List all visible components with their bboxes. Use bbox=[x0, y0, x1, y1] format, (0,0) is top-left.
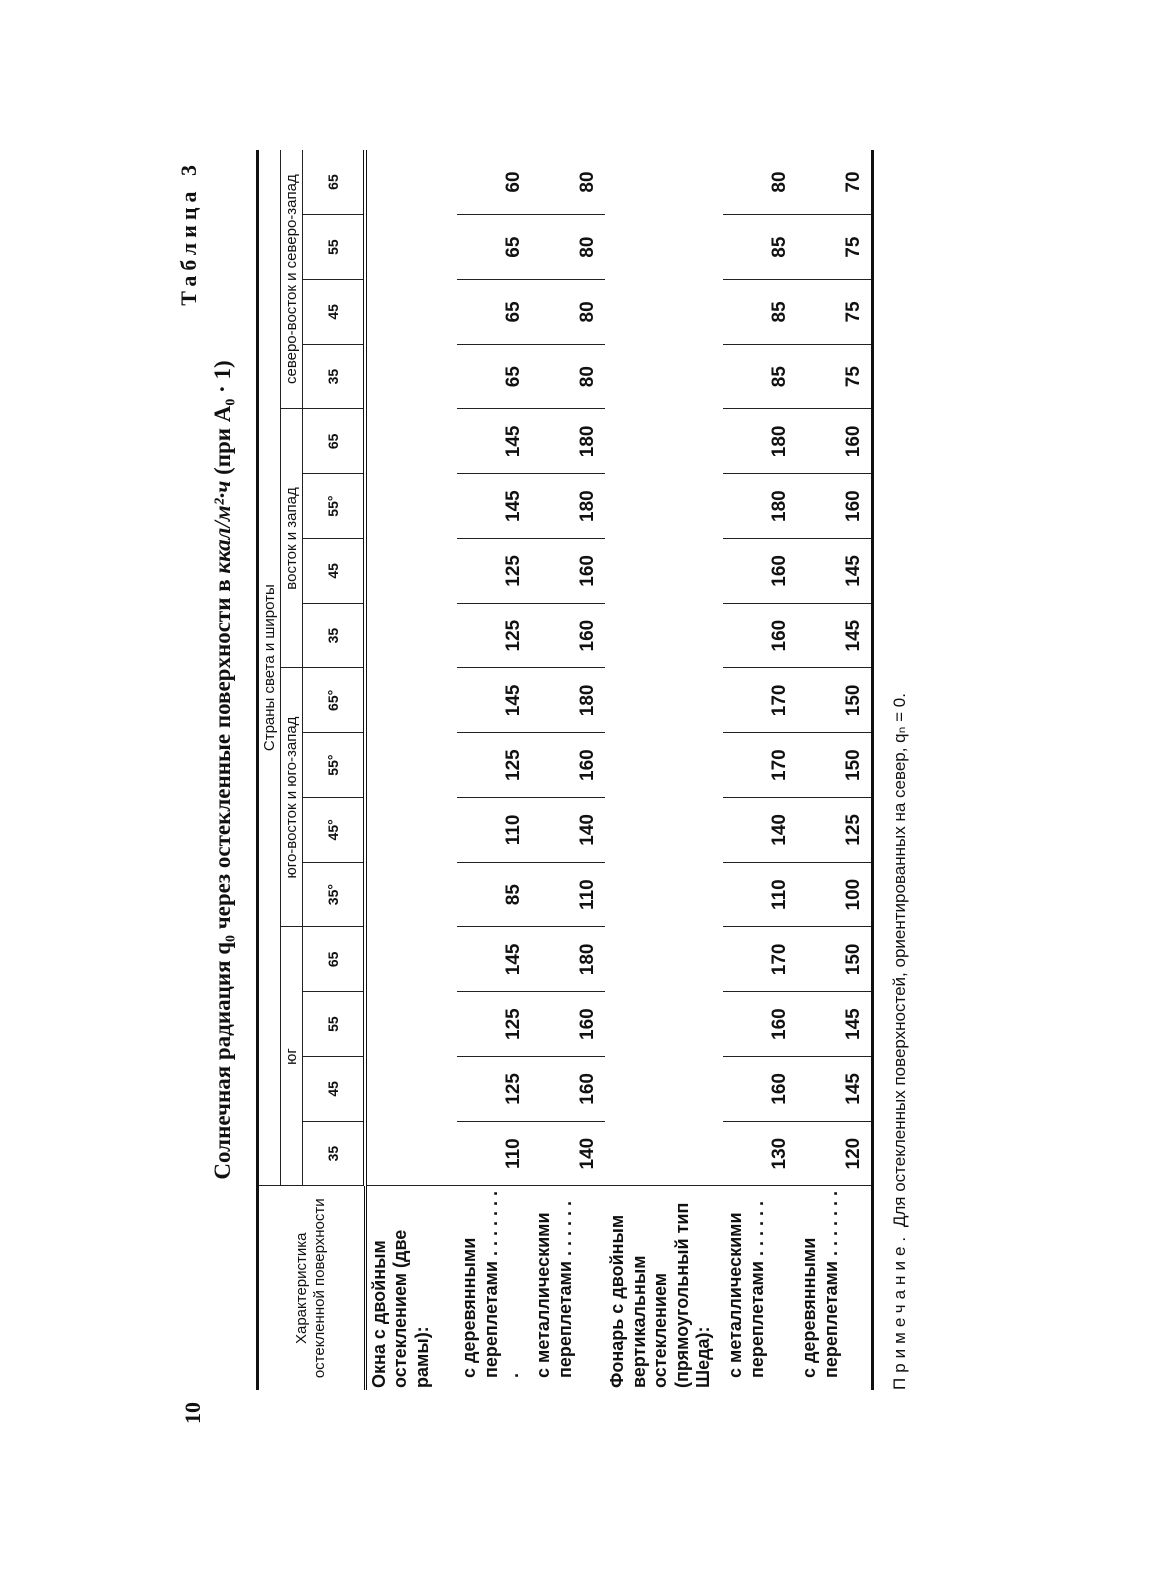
latitude-header: 55 bbox=[303, 992, 366, 1057]
table-label: Таблица 3 bbox=[176, 160, 201, 306]
row-label: с металлическими переплетами . . . . . . bbox=[533, 1201, 575, 1378]
value-cell: 180 bbox=[723, 409, 797, 474]
value-cell: 75 bbox=[797, 215, 873, 280]
table-title bbox=[210, 140, 236, 1400]
title-text: Солнечная радиация q₀ через остекленные поверхности в bbox=[210, 579, 235, 1180]
value-cell: 160 bbox=[723, 539, 797, 604]
value-cell: 160 bbox=[531, 992, 605, 1057]
page-number: 10 bbox=[180, 1402, 205, 1424]
note-text: Для остекленных поверхностей, ориентированных на север, qₙ = 0. bbox=[890, 693, 909, 1228]
row-label: с металлическими переплетами . . . . . . bbox=[725, 1201, 767, 1378]
value-cell: 60 bbox=[457, 150, 531, 215]
value-cell: 120 bbox=[797, 1121, 873, 1186]
rotated-page-content bbox=[170, 140, 970, 1400]
latitude-header: 45° bbox=[303, 798, 366, 863]
value-cell: 125 bbox=[457, 992, 531, 1057]
radiation-table bbox=[256, 150, 874, 1390]
value-cell: 75 bbox=[797, 280, 873, 345]
value-cell: 180 bbox=[723, 474, 797, 539]
latitude-header: 65 bbox=[303, 409, 366, 474]
value-cell: 130 bbox=[723, 1121, 797, 1186]
direction-header-northeast: северо-восток и северо-запад bbox=[281, 150, 303, 409]
direction-header-south: юг bbox=[281, 927, 303, 1186]
group-label: Фонарь с двойным вертикальным остеклением (прямоугольный тип Шеда): bbox=[607, 1202, 714, 1388]
value-cell: 110 bbox=[457, 1121, 531, 1186]
value-cell: 65 bbox=[457, 344, 531, 409]
value-cell: 80 bbox=[531, 280, 605, 345]
value-cell: 125 bbox=[457, 1057, 531, 1122]
value-cell: 125 bbox=[457, 539, 531, 604]
value-cell: 145 bbox=[797, 603, 873, 668]
value-cell: 180 bbox=[531, 927, 605, 992]
value-cell: 70 bbox=[797, 150, 873, 215]
value-cell: 150 bbox=[797, 927, 873, 992]
title-unit: ккал/м²·ч bbox=[210, 480, 235, 574]
value-cell: 65 bbox=[457, 215, 531, 280]
value-cell: 180 bbox=[531, 668, 605, 733]
direction-header-east: восток и запад bbox=[281, 409, 303, 668]
row-label: с деревянными переплетами . . . . . . . . bbox=[459, 1191, 523, 1378]
value-cell: 80 bbox=[531, 150, 605, 215]
value-cell: 145 bbox=[457, 927, 531, 992]
table-note bbox=[890, 693, 910, 1390]
value-cell: 170 bbox=[723, 668, 797, 733]
value-cell: 110 bbox=[531, 862, 605, 927]
value-cell: 160 bbox=[531, 603, 605, 668]
value-cell: 80 bbox=[531, 215, 605, 280]
group-spacer bbox=[365, 150, 457, 1186]
table-row bbox=[457, 150, 531, 1390]
table-row bbox=[531, 150, 605, 1390]
latitude-header: 35° bbox=[303, 862, 366, 927]
value-cell: 145 bbox=[797, 992, 873, 1057]
value-cell: 85 bbox=[723, 280, 797, 345]
value-cell: 125 bbox=[797, 798, 873, 863]
latitude-header: 35 bbox=[303, 603, 366, 668]
value-cell: 125 bbox=[457, 733, 531, 798]
value-cell: 160 bbox=[723, 992, 797, 1057]
latitude-header: 35 bbox=[303, 1121, 366, 1186]
value-cell: 145 bbox=[457, 409, 531, 474]
value-cell: 150 bbox=[797, 733, 873, 798]
value-cell: 160 bbox=[531, 733, 605, 798]
value-cell: 65 bbox=[457, 280, 531, 345]
value-cell: 140 bbox=[531, 1121, 605, 1186]
latitude-header: 65° bbox=[303, 668, 366, 733]
latitude-header: 65 bbox=[303, 927, 366, 992]
latitude-header: 45 bbox=[303, 1057, 366, 1122]
latitude-header: 55° bbox=[303, 733, 366, 798]
title-suffix: (при A₀ · 1) bbox=[210, 360, 235, 475]
latitude-header: 65 bbox=[303, 150, 366, 215]
value-cell: 160 bbox=[723, 603, 797, 668]
value-cell: 85 bbox=[723, 344, 797, 409]
value-cell: 160 bbox=[797, 474, 873, 539]
value-cell: 85 bbox=[723, 215, 797, 280]
direction-header-southeast: юго-восток и юго-запад bbox=[281, 668, 303, 927]
value-cell: 160 bbox=[797, 409, 873, 474]
value-cell: 170 bbox=[723, 733, 797, 798]
characteristic-header: Характеристика остекленной поверхности bbox=[258, 1186, 366, 1390]
latitude-header: 55° bbox=[303, 474, 366, 539]
value-cell: 80 bbox=[531, 344, 605, 409]
group-spacer bbox=[605, 150, 723, 1186]
value-cell: 100 bbox=[797, 862, 873, 927]
value-cell: 160 bbox=[531, 1057, 605, 1122]
value-cell: 145 bbox=[797, 539, 873, 604]
note-label: Примечание. bbox=[890, 1231, 909, 1390]
value-cell: 110 bbox=[457, 798, 531, 863]
row-label: с деревянными переплетами . . . . . . . bbox=[797, 1186, 873, 1390]
value-cell: 180 bbox=[531, 474, 605, 539]
value-cell: 145 bbox=[797, 1057, 873, 1122]
value-cell: 160 bbox=[531, 539, 605, 604]
value-cell: 125 bbox=[457, 603, 531, 668]
group-label: Окна с двойным остеклением (две рамы): bbox=[368, 1229, 432, 1388]
value-cell: 85 bbox=[457, 862, 531, 927]
table-row bbox=[723, 150, 797, 1390]
latitude-header: 55 bbox=[303, 215, 366, 280]
value-cell: 145 bbox=[457, 668, 531, 733]
value-cell: 140 bbox=[723, 798, 797, 863]
value-cell: 75 bbox=[797, 344, 873, 409]
value-cell: 145 bbox=[457, 474, 531, 539]
value-cell: 140 bbox=[531, 798, 605, 863]
latitude-header: 45 bbox=[303, 539, 366, 604]
value-cell: 170 bbox=[723, 927, 797, 992]
latitude-header: 45 bbox=[303, 280, 366, 345]
table-row bbox=[797, 150, 873, 1390]
value-cell: 110 bbox=[723, 862, 797, 927]
latitude-header: 35 bbox=[303, 344, 366, 409]
value-cell: 180 bbox=[531, 409, 605, 474]
value-cell: 80 bbox=[723, 150, 797, 215]
value-cell: 150 bbox=[797, 668, 873, 733]
value-cell: 160 bbox=[723, 1057, 797, 1122]
directions-group-header: Страны света и широты bbox=[258, 150, 281, 1186]
